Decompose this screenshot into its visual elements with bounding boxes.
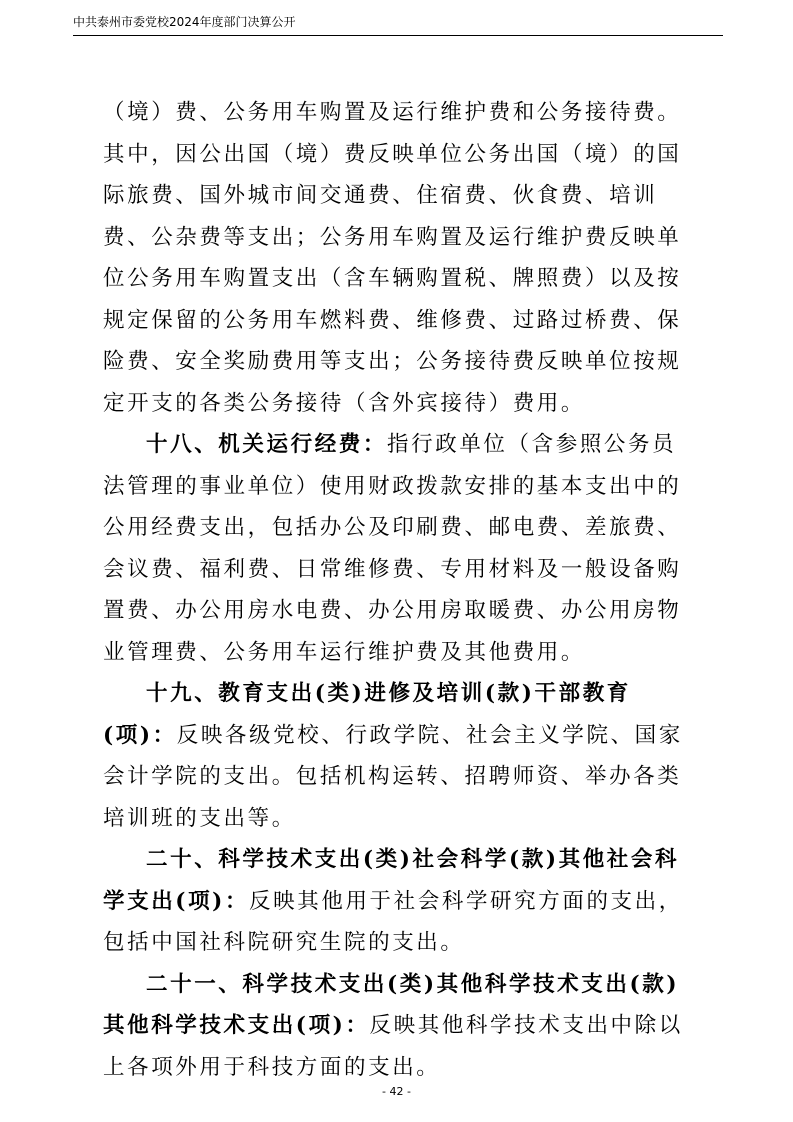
page-header <box>73 12 723 36</box>
paragraph-text: 指行政单位（含参照公务员法管理的事业单位）使用财政拨款安排的基本支出中的公用经费支出，包括办公及印刷费、邮电费、差旅费、会议费、福利费、日常维修费、专用材料及一般设备购置费、办公用房水电费、办公用房取暖费、办公用房物业管理费、公务用车运行维护费及其他费用。 <box>103 432 682 665</box>
paragraph-heading: 二十、科学技术支出(类)社会科学(款)其他社会科学支出(项)： <box>103 847 680 914</box>
paragraph-definition-19 <box>103 673 693 839</box>
paragraph-definition-21 <box>103 964 693 1089</box>
page-footer <box>0 1085 793 1098</box>
page-number: - 42 - <box>382 1085 411 1098</box>
paragraph-continuation <box>103 92 693 424</box>
paragraph-definition-18 <box>103 424 693 673</box>
paragraph-heading: 十八、机关运行经费： <box>146 432 388 457</box>
paragraph-heading: 十九、教育支出(类)进修及培训(款)干部教育(项)： <box>103 681 631 748</box>
header-title: 中共泰州市委党校2024年度部门决算公开 <box>73 15 296 29</box>
document-body <box>103 92 693 1088</box>
paragraph-definition-20 <box>103 839 693 964</box>
paragraph-text: （境）费、公务用车购置及运行维护费和公务接待费。其中，因公出国（境）费反映单位公务出国（境）的国际旅费、国外城市间交通费、住宿费、伙食费、培训费、公杂费等支出；公务用车购置及运行维护费反映单位公务用车购置支出（含车辆购置税、牌照费）以及按规定保留的公务用车燃料费、维修费、过路过桥费、保险费、安全奖励费用等支出；公务接待费反映单位按规定开支的各类公务接待（含外宾接待）费用。 <box>103 100 682 416</box>
paragraph-text: 反映其他用于社会科学研究方面的支出，包括中国社科院研究生院的支出。 <box>103 888 683 955</box>
paragraph-heading: 二十一、科学技术支出(类)其他科学技术支出(款)其他科学技术支出(项)： <box>103 971 680 1038</box>
paragraph-text: 反映各级党校、行政学院、社会主义学院、国家会计学院的支出。包括机构运转、招聘师资、举办各类培训班的支出等。 <box>103 722 683 831</box>
paragraph-text: 反映其他科学技术支出中除以上各项外用于科技方面的支出。 <box>103 1013 683 1080</box>
